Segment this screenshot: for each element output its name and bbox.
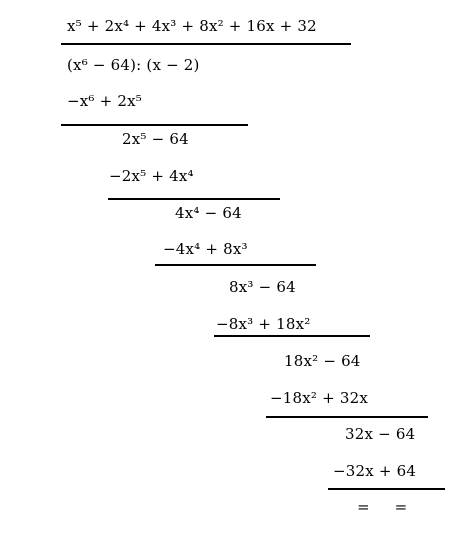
subtract-step-1: −x⁶ + 2x⁵ — [67, 92, 142, 110]
step-rule-6 — [328, 488, 445, 490]
step-rule-3 — [155, 264, 316, 266]
quotient-rule — [61, 43, 351, 45]
step-rule-2 — [108, 198, 280, 200]
subtract-step-3: −4x⁴ + 8x³ — [163, 240, 248, 258]
division-problem: (x⁶ − 64): (x − 2) — [67, 56, 200, 74]
step-rule-1 — [61, 124, 248, 126]
remainder-step-3: 8x³ − 64 — [229, 278, 296, 296]
quotient: x⁵ + 2x⁴ + 4x³ + 8x² + 16x + 32 — [67, 17, 317, 35]
step-rule-5 — [266, 416, 428, 418]
subtract-step-6: −32x + 64 — [333, 462, 417, 480]
step-rule-4 — [214, 335, 370, 337]
subtract-step-4: −8x³ + 18x² — [216, 315, 311, 333]
remainder-step-5: 32x − 64 — [345, 425, 416, 443]
subtract-step-2: −2x⁵ + 4x⁴ — [109, 167, 194, 185]
remainder-step-1: 2x⁵ − 64 — [122, 130, 189, 148]
subtract-step-5: −18x² + 32x — [270, 389, 368, 407]
remainder-step-2: 4x⁴ − 64 — [175, 204, 242, 222]
remainder-step-4: 18x² − 64 — [284, 352, 361, 370]
remainder-step-6: = = — [357, 498, 408, 516]
